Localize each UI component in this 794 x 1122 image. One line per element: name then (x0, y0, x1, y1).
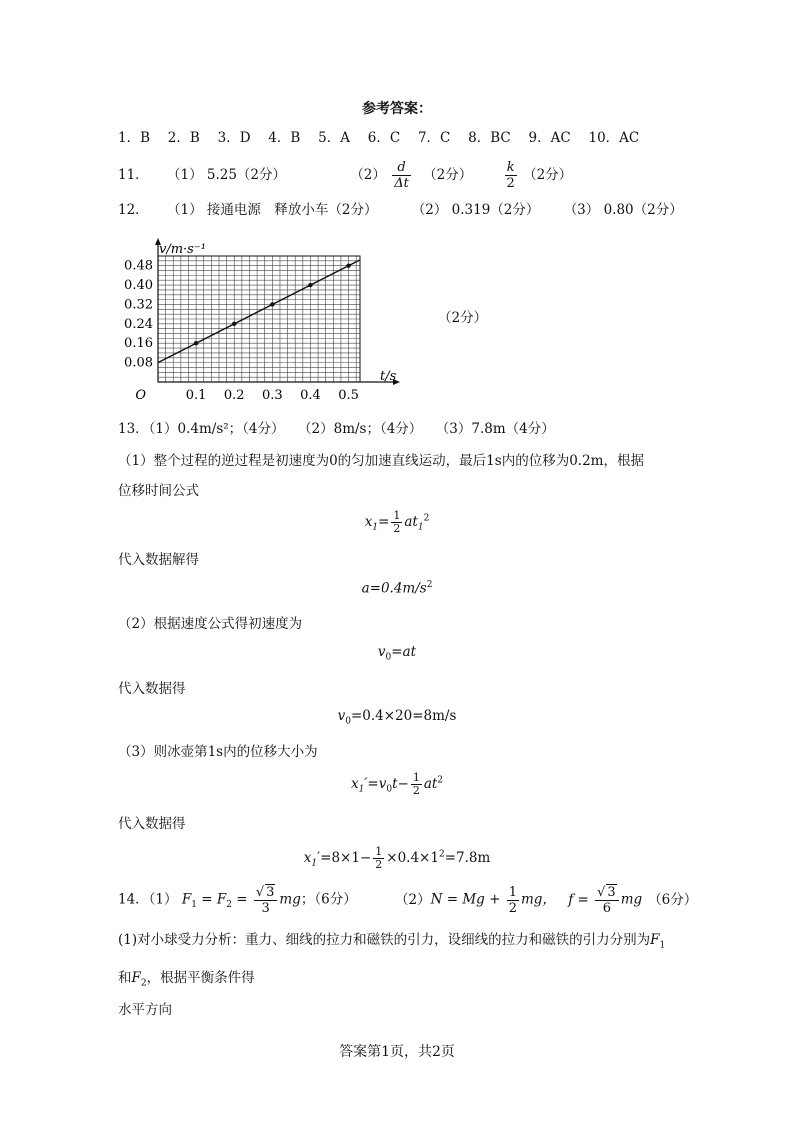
y-tick-label: 0.08 (124, 355, 153, 371)
q14-s1-text: (1)对小球受力分析：重力、细线的拉力和磁铁的引力，设细线的拉力和磁铁的引力分别为 (118, 932, 651, 948)
q12-part1: （1） 接通电源 释放小车（2分） (166, 202, 378, 218)
q14-a1-mg: mg (279, 891, 301, 908)
eq6-den: 2 (375, 858, 383, 871)
q11-line (118, 160, 572, 191)
eq5-fraction (411, 772, 422, 797)
q12-part2: （2） 0.319（2分） (411, 202, 540, 218)
q13-equation-2 (0, 580, 794, 597)
q11-part3-score: （2分） (523, 167, 573, 183)
eq4-right: =0.4×20=8m/s (350, 708, 457, 724)
eq5-den: 2 (412, 784, 420, 797)
eq1-at: at (404, 514, 418, 530)
origin-label: O (135, 388, 146, 402)
q13-answers: 13．（1）0.4m/s²；（4分） （2）8m/s；（4分） （3）7.8m（4分） (118, 421, 555, 437)
q13-solution-2: 代入数据解得 (118, 552, 199, 568)
q14-F1-sub: 1 (191, 900, 197, 911)
x-tick-label: 0.4 (300, 388, 321, 402)
v-t-chart (110, 222, 410, 402)
q14-a3-num: 3 (607, 885, 616, 900)
y-axis-label: v/m·s⁻¹ (159, 242, 206, 257)
eq6-x: x (303, 850, 312, 866)
q14-s2-b: ，根据平衡条件得 (146, 970, 255, 986)
q14-F1: F (181, 891, 192, 908)
q14-number: 14．（1） (118, 891, 178, 908)
q11-part1: （1） 5.25（2分） (166, 167, 287, 183)
q14-a2-left: N = Mg + (430, 891, 505, 908)
data-point (270, 302, 274, 306)
q14-a3-den: 6 (602, 901, 612, 916)
q14-s1-F: F (650, 932, 660, 948)
data-point (194, 341, 198, 345)
data-point (346, 263, 350, 267)
x-tick-label: 0.3 (261, 388, 283, 402)
eq1-num: 1 (393, 509, 401, 522)
eq5-prime: ′=v (364, 776, 387, 792)
q14-a3-score: （6分） (648, 891, 698, 908)
eq1-sub: 1 (372, 522, 379, 533)
q13-equation-3 (0, 644, 794, 663)
eq6-fraction (373, 846, 384, 871)
eq1-den: 2 (393, 522, 401, 535)
q12-graph-score: （2分） (438, 310, 488, 326)
q14-F2: = F (196, 891, 227, 908)
eq5-sub: 1 (358, 784, 365, 795)
eq6-a: ′=8×1− (317, 850, 372, 866)
q13-equation-1 (0, 510, 794, 535)
q11-part2-numerator: d (392, 160, 411, 176)
q13-solution-3: （2）根据速度公式得初速度为 (118, 616, 303, 632)
page-footer: 答案第1页，共2页 (339, 1044, 455, 1060)
q13-equation-5 (0, 772, 794, 797)
x-tick-label: 0.2 (223, 388, 245, 402)
eq6-sup: 2 (438, 849, 445, 860)
q14-s1-sub: 1 (659, 940, 666, 951)
q13-solution-1: （1）整个过程的逆过程是初速度为0的匀加速直线运动，最后1s内的位移为0.2m，根据 (118, 453, 644, 469)
q12-line (118, 198, 683, 218)
y-tick-label: 0.24 (124, 316, 153, 332)
q14-a2-den: 2 (508, 900, 517, 916)
eq1-sup: 2 (423, 513, 430, 524)
x-axis-label: t/s (380, 369, 397, 384)
q11-part3-denominator: 2 (506, 176, 515, 191)
q14-solution-2 (118, 966, 255, 989)
q14-solution-3: 水平方向 (118, 1002, 172, 1018)
eq3-sub: 0 (385, 652, 392, 663)
q12-part3: （3） 0.80（2分） (563, 202, 683, 218)
q11-number: 11． (118, 167, 149, 183)
x-tick-label: 0.5 (338, 388, 359, 402)
y-tick-label: 0.48 (124, 258, 153, 274)
q13-solution-1b: 位移时间公式 (118, 483, 199, 499)
eq6-num: 1 (375, 845, 383, 858)
multiple-choice-answers: 1．B 2．B 3．D 4．B 5．A 6．C 7．C 8．BC 9．AC 10．AC (118, 130, 640, 146)
y-tick-label: 0.16 (124, 336, 153, 352)
q11-part2-fraction (392, 160, 411, 191)
q11-part3-fraction (505, 160, 517, 191)
q14-answers (118, 884, 697, 916)
eq6-c: =7.8m (444, 850, 491, 866)
q14-s2-sub: 2 (140, 978, 147, 989)
eq1-sub2: 1 (417, 522, 424, 533)
q14-a3-mg: mg (620, 891, 643, 908)
q14-s2-F: F (131, 970, 141, 986)
q14-a2-num: 1 (508, 884, 517, 900)
eq6-sub: 1 (311, 858, 318, 869)
q13-equation-6 (0, 846, 794, 871)
q11-part2-score: （2分） (423, 167, 473, 183)
data-point (308, 283, 312, 287)
q14-a2-mg: mg， (520, 891, 556, 908)
q14-s2-a: 和 (118, 970, 132, 986)
q12-number: 12． (118, 202, 149, 218)
q14-a3-fraction: $\frac{√ 3}{6}$ (595, 884, 619, 916)
q11-part3-numerator: k (505, 160, 517, 176)
q14-a1-fraction: $\frac{√ 3}{3}$ (254, 884, 278, 916)
eq1-x: x (364, 514, 373, 530)
eq2-sup: 2 (426, 580, 433, 590)
eq5-at: at (423, 776, 438, 792)
q13-solution-4: 代入数据得 (118, 681, 186, 697)
eq1-equals: = (378, 514, 390, 530)
q14-solution-1 (118, 928, 665, 951)
eq5-sub0: 0 (386, 784, 393, 795)
eq6-b: ×0.4×1 (386, 850, 439, 866)
data-point (232, 322, 236, 326)
eq3-v: v (377, 644, 386, 660)
y-tick-label: 0.32 (124, 297, 153, 313)
eq5-mid: t− (392, 776, 409, 792)
eq3-right: =at (391, 644, 417, 660)
q14-F2-sub: 2 (226, 900, 232, 911)
q13-solution-5: （3）则冰壶第1s内的位移大小为 (118, 744, 318, 760)
y-tick-label: 0.40 (124, 278, 153, 294)
q14-a2-fraction (507, 885, 519, 916)
eq4-v: v (337, 708, 346, 724)
q14-a2-label: （2） (395, 891, 431, 908)
q14-a3-left: f = (568, 891, 594, 908)
page-title: 参考答案： (362, 101, 432, 117)
eq1-fraction (391, 510, 402, 535)
eq2-text: a=0.4m/s (361, 580, 427, 597)
eq4-sub: 0 (345, 716, 351, 727)
eq5-x: x (350, 776, 359, 792)
q14-a1-equals: = (231, 891, 252, 908)
q13-equation-4 (0, 708, 794, 727)
q11-part2-denominator: Δt (394, 176, 409, 191)
q14-a1-num: 3 (266, 885, 275, 900)
q13-solution-6: 代入数据得 (118, 816, 186, 832)
eq5-sup: 2 (437, 775, 444, 786)
q11-part2-label: （2） (350, 167, 386, 183)
q14-a1-den: 3 (261, 901, 270, 916)
x-tick-label: 0.1 (185, 388, 207, 402)
eq5-num: 1 (412, 771, 420, 784)
q14-a1-score: ；（6分） (300, 891, 357, 908)
